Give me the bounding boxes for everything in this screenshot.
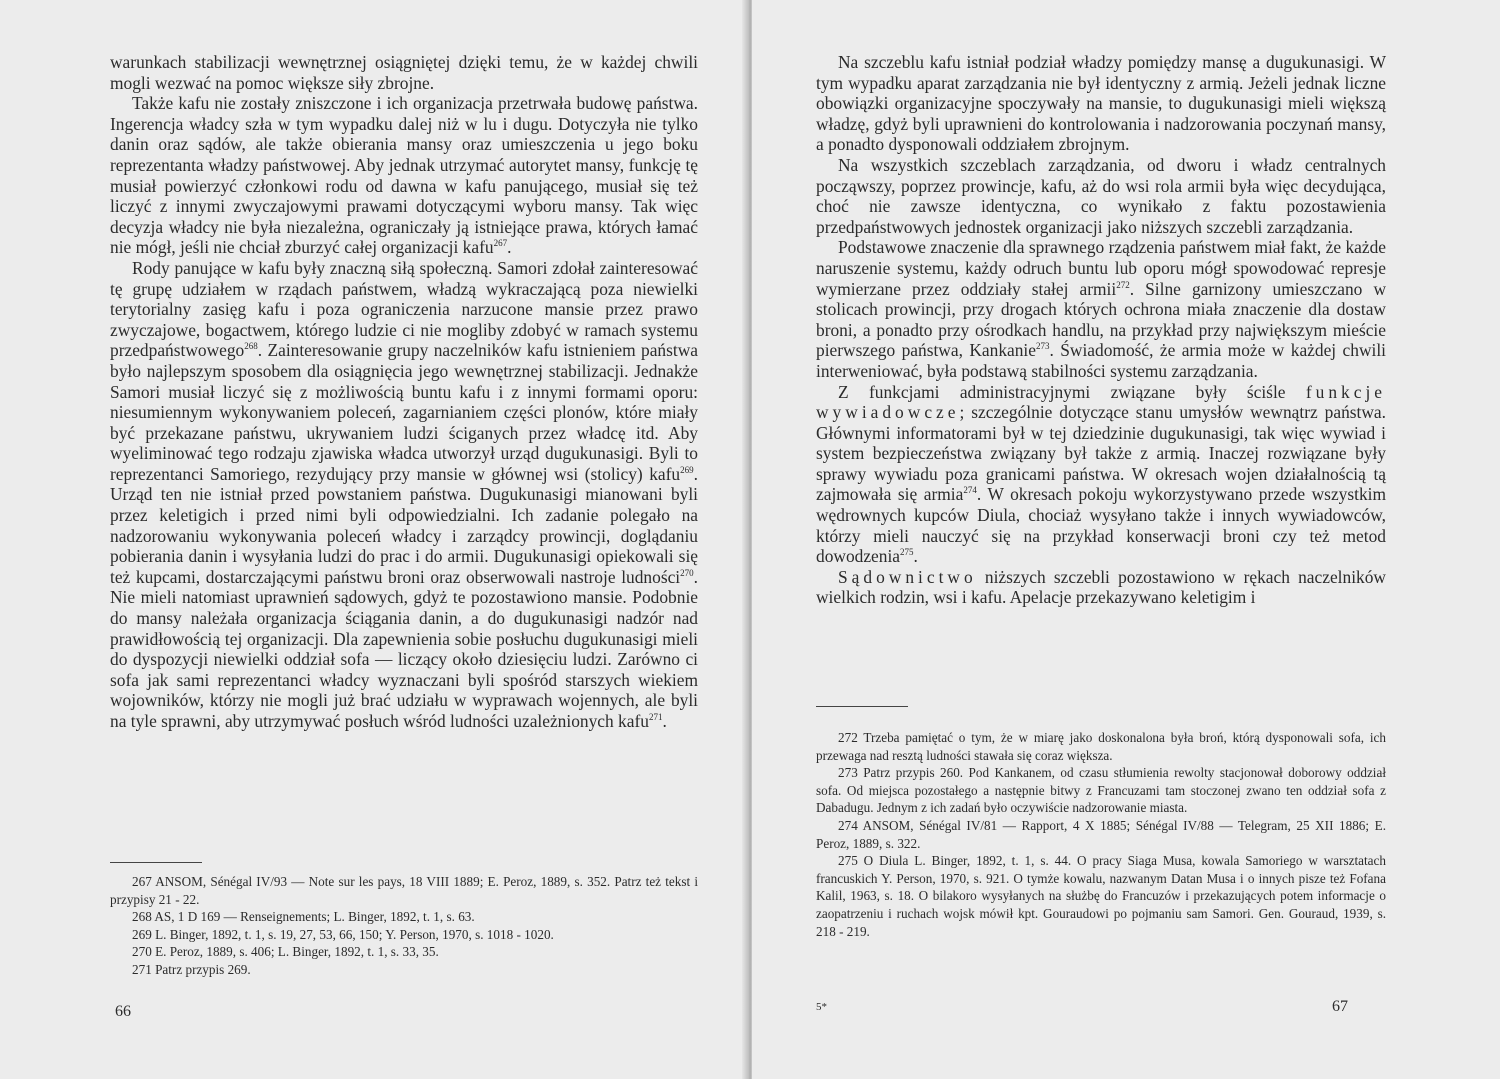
body-paragraph: warunkach stabilizacji wewnętrznej osiągniętej dzięki temu, że w każdej chwili mogli wezwać na pomoc większe siły zbrojne. [110,52,698,93]
footnote-ref: 274 [963,485,977,496]
spaced-emphasis: funkcje wywiadowcze [816,381,1386,423]
footnote: 271 Patrz przypis 269. [132,961,251,977]
body-paragraph: Sądownictwo niższych szczebli pozostawiono w rękach naczelników wielkich rodzin, wsi i kafu. Apelacje przekazywano keletigim i [816,566,1386,608]
footnote: 272 Trzeba pamiętać o tym, że w miarę jako doskonalona była broń, którą dysponowali sofa, ich przewaga nad resztą ludności stawała się coraz większa. [816,730,1386,763]
footnote-rule [816,706,908,707]
footnote-ref: 271 [648,712,663,723]
footnote: 273 Patrz przypis 260. Pod Kankanem, od czasu stłumienia rewolty stacjonował doborowy oddział sofa. Od miejsca pozostałego a następnie bitwy z Francuzami tam stoczonej zwano ten oddział sofa z Dabadugu. Jednym z ich zadań było oczywiście nadzorowanie miasta. [816,765,1386,816]
body-paragraph: Na wszystkich szczeblach zarządzania, od dworu i władz centralnych począwszy, poprzez prowincje, kafu, aż do wsi rola armii była więc decydująca, choć nie zawsze identyczna, co wynikało z faktu pozostawienia przedpaństwowych jednostek organizacji jako niższych szczebli zarządzania. [816,154,1386,237]
right-page [752,0,1500,1079]
page-number: 67 [1332,998,1348,1015]
right-footnotes [816,729,1386,940]
footnote-ref: 272 [1116,279,1130,290]
footnote-ref: 268 [244,341,258,352]
footnote: 267 ANSOM, Sénégal IV/93 — Note sur les pays, 18 VIII 1889; E. Peroz, 1889, s. 352. Patrz też tekst i przypisy 21 - 22. [110,874,698,907]
left-body-text [110,52,698,732]
page-number: 66 [115,1003,131,1020]
body-paragraph: Także kafu nie zostały zniszczone i ich organizacja przetrwała budowę państwa. Ingerencja władcy szła w tym wypadku dalej niż w lu i dugu. Dotyczyła nie tylko danin oraz sądów, ale także obierania mansy oraz umieszczenia u jego boku reprezentanta władzy państwowej. Aby jednak utrzymać autorytet mansy, funkcję tę musiał powierzyć członkowi rodu od dawna w kafu panującego, musiał się też liczyć z innymi zwyczajowymi prawami dotyczącymi wyboru mansy. Tak więc decyzja władcy nie była niezależna, ograniczały ją istniejące prawa, których łamać nie mógł, jeśli nie chciał zburzyć całej organizacji kafu$^{267}$. [110,93,698,258]
footnote-ref: 273 [1035,341,1050,352]
body-paragraph: Podstawowe znaczenie dla sprawnego rządzenia państwem miał fakt, że każde naruszenie systemu, każdy odruch buntu lub oporu mógł spowodować represje wymierzane przez oddziały stałej armii$^{272}$. Silne garnizony umieszczano w stolicach prowincji, przy drogach których ochrona miała znaczenie dla dostaw broni, a ponadto przy ośrodkach handlu, na przykład przy największym mieście pierwszego państwa, Kankanie$^{273}$. Świadomość, że armia może w każdej chwili interweniować, była podstawą stabilności systemu zarządzania. [816,237,1386,381]
body-paragraph: Rody panujące w kafu były znaczną siłą społeczną. Samori zdołał zainteresować tę grupę udziałem w rządach państwem, władzą wykraczającą poza niewielki terytorialny zasięg kafu i poza ograniczenia narzucone mansie przez prawo zwyczajowe, bogactwem, którego ludzie ci nie mogliby zdobyć w ramach systemu przedpaństwowego$^{268}$. Zainteresowanie grupy naczelników kafu istnieniem państwa było najlepszym sposobem dla osiągnięcia jego wewnętrznej stabilizacji. Jednakże Samori musiał liczyć się z możliwością buntu kafu i z innymi formami oporu: niesumiennym wykonywaniem poleceń, zagarnianiem części plonów, które miały być przekazane państwu, ukrywaniem ludzi ściganych przez władcę itd. Aby wyeliminować tego rodzaju zjawiska władca utworzył urząd dugukunasigi. Byli to reprezentanci Samoriego, rezydujący przy mansie w głównej wsi (stolicy) kafu$^{269}$. Urząd ten nie istniał przed powstaniem państwa. Dugukunasigi mianowani byli przez keletigich i przed nimi byli odpowiedzialni. Ich zadanie polegało na nadzorowaniu wykonywania poleceń władcy i zarządcy prowincji, doglądaniu pobierania danin i wysyłania ludzi do prac i do armii. Dugukunasigi opiekowali się też kupcami, dostarczającymi państwu broni oraz obserwowali nastroje ludności$^{270}$. Nie mieli natomiast uprawnień sądowych, gdyż te pozostawiono mansie. Podobnie do mansy należała organizacja ściągania danin, a do dugukunasigi nadzór nad prawidłowością tej organizacji. Dla zapewnienia sobie posłuchu dugukunasigi mieli do dyspozycji niewielki oddział sofa — liczący około dziesięciu ludzi. Zarówno ci sofa jak sami reprezentanci władcy wyznaczani byli spośród starszych wiekiem wojowników, którzy nie mogli już brać udziału w wyprawach wojennych, ale byli na tyle sprawni, aby utrzymywać posłuch wśród ludności uzależnionych kafu$^{271}$. [110,257,698,731]
footnote-ref: 269 [680,465,694,476]
right-body-text [816,52,1386,608]
signature-mark: 5* [816,1001,827,1013]
footnote-ref: 270 [680,568,694,579]
body-paragraph: Na szczeblu kafu istniał podział władzy pomiędzy mansę a dugukunasigi. W tym wypadku aparat zarządzania nie był identyczny z armią. Jeżeli jednak liczne obowiązki organizacyjne spoczywały na mansie, to dugukunasigi mieli większą władzę, gdyż byli uprawnieni do kontrolowania i nadzorowania poczynań mansy, a ponadto dysponowali oddziałem zbrojnym. [816,52,1386,155]
footnote: 268 AS, 1 D 169 — Renseignements; L. Binger, 1892, t. 1, s. 63. [132,909,475,925]
footnote: 269 L. Binger, 1892, t. 1, s. 19, 27, 53, 66, 150; Y. Person, 1970, s. 1018 - 1020. [132,926,554,942]
spaced-emphasis: Sądownictwo [838,566,977,587]
footnote: 270 E. Peroz, 1889, s. 406; L. Binger, 1892, t. 1, s. 33, 35. [132,944,439,960]
footnote-ref: 275 [900,547,914,558]
left-footnotes [110,873,698,979]
left-page [0,0,748,1079]
footnote-rule [110,862,202,863]
footnote: 274 ANSOM, Sénégal IV/81 — Rapport, 4 X 1885; Sénégal IV/88 — Telegram, 25 XII 1886; E. Peroz, 1889, s. 322. [816,817,1386,851]
footnote-ref: 267 [493,238,508,249]
body-paragraph: Z funkcjami administracyjnymi związane były ściśle funkcje wywiadowcze; szczególnie dotyczące stanu umysłów wewnątrz państwa. Głównymi informatorami był w tej dziedzinie dugukunasigi, tak więc wywiad i system bezpieczeństwa związany był także z armią. Inaczej rozwiązane były sprawy wywiadu poza granicami państwa. W okresach wojen działalnością tą zajmowała się armia$^{274}$. W okresach pokoju wykorzystywano przede wszystkim wędrownych kupców Diula, chociaż wysyłano także i innych wywiadowców, którzy mieli nauczyć się na przykład konserwacji broni czy też metod dowodzenia$^{275}$. [816,381,1387,567]
footnote: 275 O Diula L. Binger, 1892, t. 1, s. 44. O pracy Siaga Musa, kowala Samoriego w warsztatach francuskich Y. Person, 1970, s. 921. O tymże kowalu, nazwanym Datan Musa i o innych pisze też Fofana Kalil, 1963, s. 18. O bilakoro wysyłanych na służbę do Francuzów i przekazujących potem informacje o zaopatrzeniu i ruchach wojsk mówił kpt. Gouraudowi po pojmaniu sam Samori. Gen. Gouraud, 1939, s. 218 - 219. [816,853,1386,939]
